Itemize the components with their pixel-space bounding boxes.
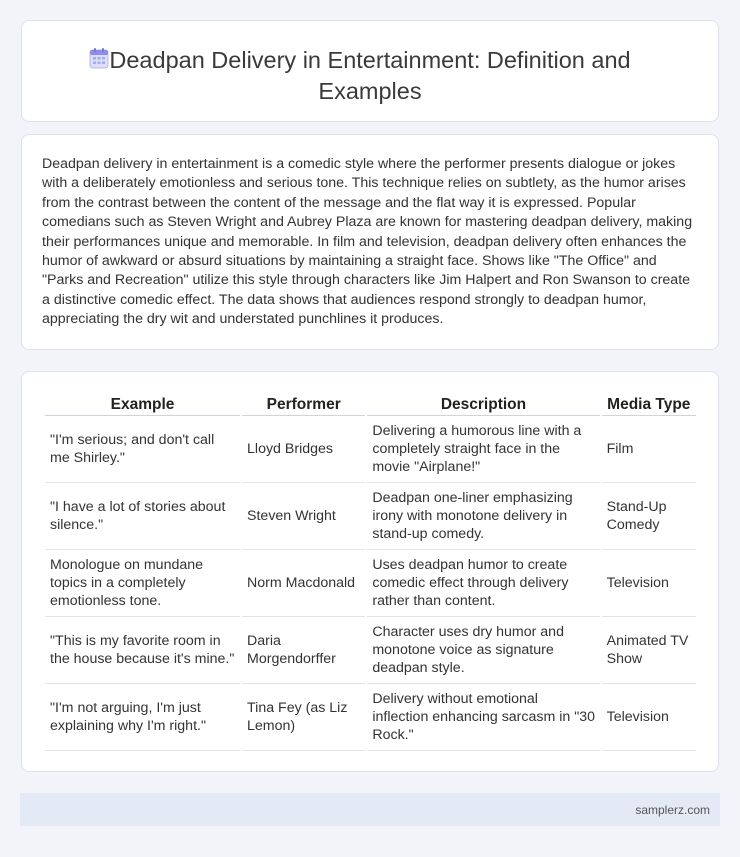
footer-site-link[interactable]: samplerz.com <box>635 803 710 817</box>
table-row <box>45 684 696 751</box>
cell-performer: Steven Wright <box>242 483 365 550</box>
footer <box>20 793 720 826</box>
table-row <box>45 550 696 617</box>
intro-card <box>21 134 719 350</box>
cell-description: Delivering a humorous line with a completely straight face in the movie "Airplane!" <box>367 416 599 483</box>
title-card <box>21 20 719 122</box>
table-row <box>45 617 696 684</box>
cell-performer: Norm Macdonald <box>242 550 365 617</box>
cell-media-type: Television <box>602 684 696 751</box>
cell-example: "I have a lot of stories about silence." <box>45 483 240 550</box>
cell-performer: Daria Morgendorffer <box>242 617 365 684</box>
cell-description: Character uses dry humor and monotone voice as signature deadpan style. <box>367 617 599 684</box>
cell-description: Delivery without emotional inflection enhancing sarcasm in "30 Rock." <box>367 684 599 751</box>
table-card <box>21 371 719 772</box>
cell-media-type: Animated TV Show <box>602 617 696 684</box>
intro-paragraph: Deadpan delivery in entertainment is a comedic style where the performer presents dialogue or jokes with a deliberately emotionless and serious tone. This technique relies on subtlety, as the humor arises from the contrast between the content of the message and the flat way it is expressed. Popular comedians such as Steven Wright and Aubrey Plaza are known for mastering deadpan delivery, making their performances unique and memorable. In film and television, deadpan delivery often enhances the humor of awkward or absurd situations by maintaining a straight face. Shows like "The Office" and "Parks and Recreation" utilize this style through characters like Jim Halpert and Ron Swanson to create a distinctive comedic effect. The data shows that audiences respond strongly to deadpan humor, appreciating the dry wit and understated punchlines it produces. <box>42 156 693 328</box>
cell-media-type: Television <box>602 550 696 617</box>
page-title: Deadpan Delivery in Entertainment: Definition and Examples <box>109 47 631 104</box>
cell-example: "This is my favorite room in the house because it's mine." <box>45 617 240 684</box>
cell-description: Uses deadpan humor to create comedic effect through delivery rather than content. <box>367 550 599 617</box>
cell-media-type: Stand-Up Comedy <box>602 483 696 550</box>
table-row <box>45 483 696 550</box>
cell-example: "I'm serious; and don't call me Shirley." <box>45 416 240 483</box>
cell-example: Monologue on mundane topics in a completely emotionless tone. <box>45 550 240 617</box>
column-header-example: Example <box>45 394 240 416</box>
cell-description: Deadpan one-liner emphasizing irony with monotone delivery in stand-up comedy. <box>367 483 599 550</box>
table-header-row <box>45 394 696 416</box>
examples-table <box>43 394 698 751</box>
cell-performer: Tina Fey (as Liz Lemon) <box>242 684 365 751</box>
cell-example: "I'm not arguing, I'm just explaining why I'm right." <box>45 684 240 751</box>
cell-performer: Lloyd Bridges <box>242 416 365 483</box>
table-row <box>45 416 696 483</box>
column-header-description: Description <box>367 394 599 416</box>
column-header-performer: Performer <box>242 394 365 416</box>
column-header-media-type: Media Type <box>602 394 696 416</box>
cell-media-type: Film <box>602 416 696 483</box>
